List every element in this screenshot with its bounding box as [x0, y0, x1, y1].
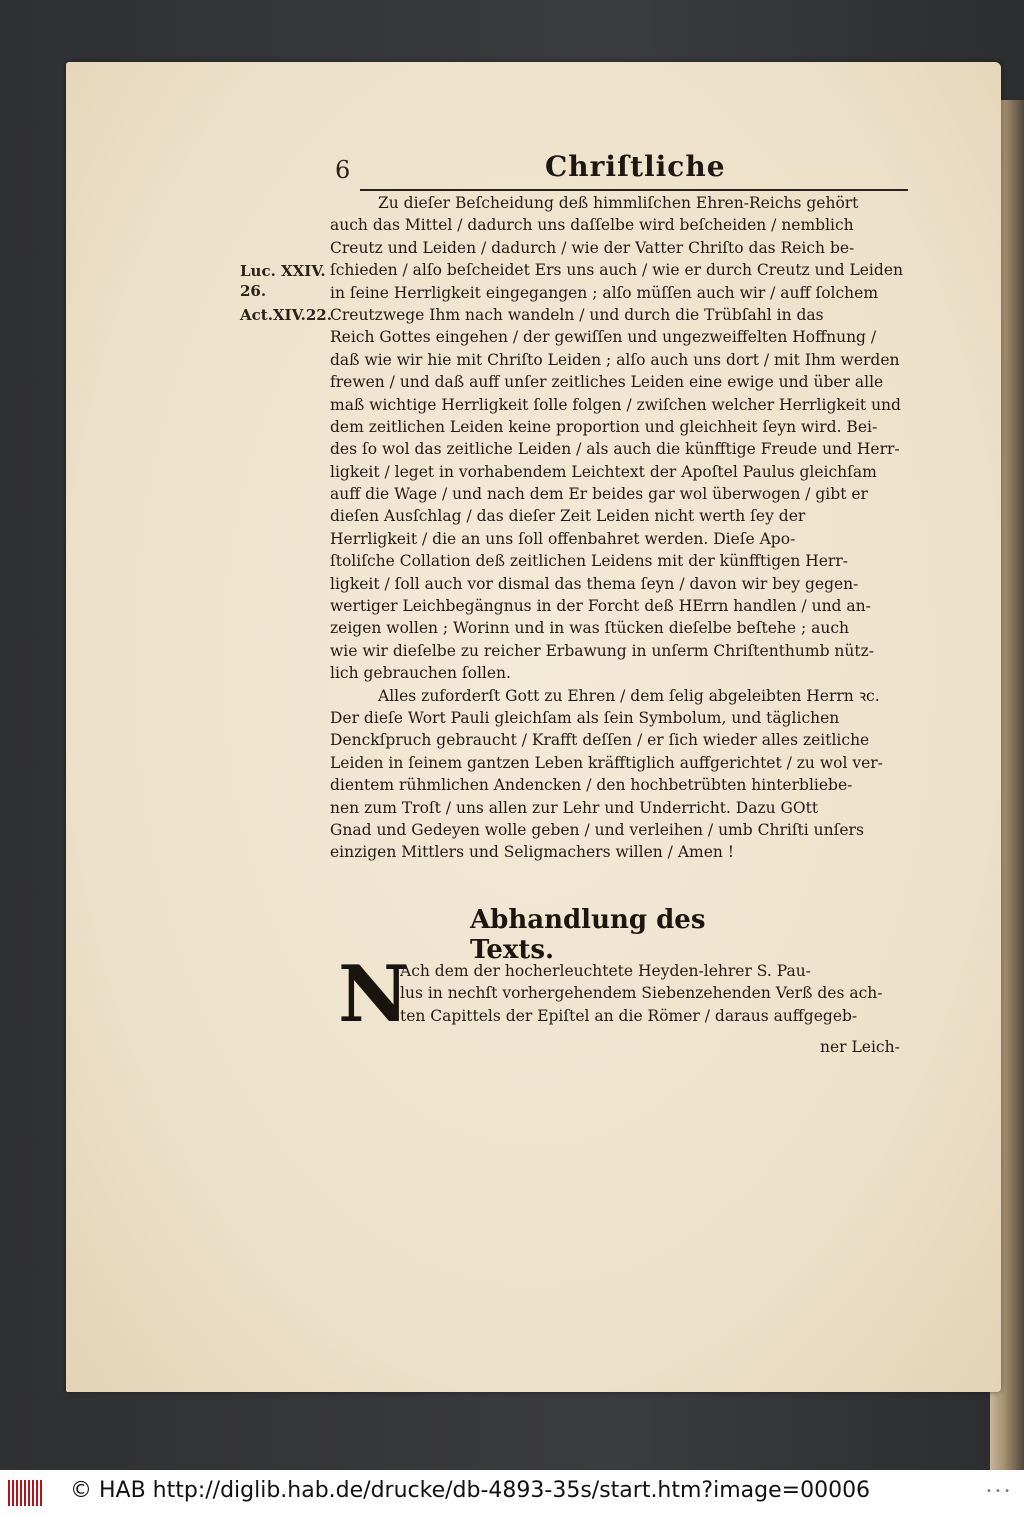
body-line: lus in nechſt vorhergehendem Siebenzehenden Verß des ach-: [400, 984, 883, 1003]
drop-cap: N: [338, 949, 410, 1040]
margin-note-luke: Luc. XXIV.: [240, 262, 326, 280]
running-head: Chriſtliche: [545, 150, 726, 183]
body-line: Denckſpruch gebraucht / Krafft deſſen / er ſich wieder alles zeitliche: [330, 731, 870, 750]
page-number: 6: [335, 156, 351, 184]
body-line: Alles zuforderſt Gott zu Ehren / dem ſelig abgeleibten Herrn ꝛc.: [378, 686, 880, 705]
body-line: in ſeine Herrligkeit eingegangen ; alſo müſſen auch wir / auff ſolchem: [330, 283, 879, 302]
body-line: ten Capittels der Epiſtel an die Römer / daraus auffgegeb-: [400, 1006, 858, 1025]
body-line: daß wie wir hie mit Chriſto Leiden ; alſo auch uns dort / mit Ihm werden: [330, 350, 900, 369]
body-line: Zu dieſer Beſcheidung deß himmliſchen Ehren-Reichs gehört: [378, 194, 859, 212]
body-line: ligkeit / ſoll auch vor dismal das thema ſeyn / davon wir bey gegen-: [330, 574, 859, 593]
body-line: Creutzwege Ihm nach wandeln / und durch die Trübſahl in das: [330, 305, 824, 324]
body-line: Leiden in ſeinem gantzen Leben kräfftiglich auffgerichtet / zu wol ver-: [330, 753, 883, 772]
body-line: dieſen Ausſchlag / das dieſer Zeit Leiden nicht werth ſey der: [330, 507, 806, 526]
body-line: ſtoliſche Collation deß zeitlichen Leidens mit der künfftigen Herr-: [330, 552, 848, 571]
body-line: Gnad und Gedeyen wolle geben / und verleihen / umb Chriſti unſers: [330, 820, 864, 839]
body-line: lich gebrauchen ſollen.: [330, 664, 511, 683]
section-heading: Abhandlung des Texts.: [470, 905, 706, 965]
body-line: Herrligkeit / die an uns ſoll offenbahret werden. Dieſe Apo-: [330, 529, 796, 548]
body-line: dientem rühmlichen Andencken / den hochbetrübten hinterbliebe-: [330, 776, 853, 795]
body-line: Reich Gottes eingehen / der gewiſſen und ungezweiffelten Hoffnung /: [330, 328, 877, 347]
body-line: ſchieden / alſo beſcheidet Ers uns auch / wie er durch Creutz und Leiden: [330, 261, 903, 280]
margin-note-acts: Act.XIV.22.: [240, 306, 332, 324]
body-line: frewen / und daß auff unſer zeitliches Leiden eine ewige und über alle: [330, 373, 884, 392]
footer-dots: • • •: [985, 1486, 1010, 1497]
body-line: auch das Mittel / dadurch uns daſſelbe wird beſcheiden / nemblich: [330, 216, 854, 235]
header-rule: [360, 189, 908, 191]
body-line: nen zum Troſt / uns allen zur Lehr und Underricht. Dazu GOtt: [330, 798, 819, 817]
body-line: ligkeit / leget in vorhabendem Leichtext der Apoſtel Paulus gleichſam: [330, 462, 877, 481]
body-line: des ſo wol das zeitliche Leiden / als auch die künfftige Freude und Herr-: [330, 440, 900, 459]
margin-note-verse: 26.: [240, 282, 267, 300]
body-line: zeigen wollen ; Worinn und in was ſtücken dieſelbe beſtehe ; auch: [330, 619, 849, 638]
body-text: [330, 192, 910, 864]
footer-bar: [0, 1470, 1024, 1516]
body-line: wertiger Leichbegängnus in der Forcht deß HErrn handlen / und an-: [330, 597, 871, 616]
body-line: Der dieſe Wort Pauli gleichſam als ſein Symbolum, und täglichen: [330, 708, 840, 727]
body-line: Ach dem der hocherleuchtete Heyden-lehrer S. Pau-: [400, 962, 811, 980]
section-opening-text: [400, 960, 903, 1027]
body-line: auff die Wage / und nach dem Er beides gar wol überwogen / gibt er: [330, 485, 868, 504]
copyright-caption: © HAB http://diglib.hab.de/drucke/db-4893-35s/start.htm?image=00006: [70, 1478, 871, 1503]
body-line: einzigen Mittlers und Seligmachers willen / Amen !: [330, 843, 735, 862]
body-line: maß wichtige Herrligkeit ſolle folgen / zwiſchen welcher Herrligkeit und: [330, 395, 901, 414]
catchword: ner Leich-: [820, 1038, 900, 1056]
barcode-icon: [8, 1480, 42, 1506]
body-line: Creutz und Leiden / dadurch / wie der Vatter Chriſto das Reich be-: [330, 238, 855, 257]
page-header: [335, 150, 915, 190]
body-line: wie wir dieſelbe zu reicher Erbawung in unſerm Chriſtenthumb nütz-: [330, 641, 875, 660]
body-line: dem zeitlichen Leiden keine proportion und gleichheit ſeyn wird. Bei-: [330, 417, 878, 436]
